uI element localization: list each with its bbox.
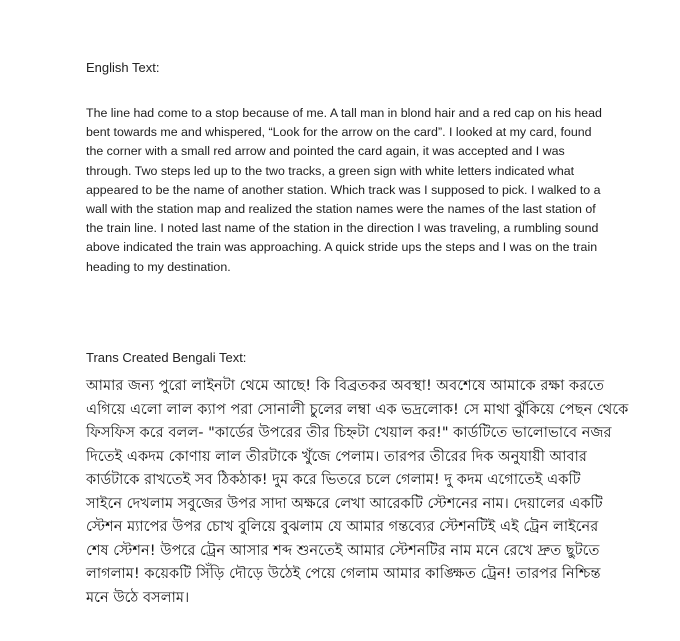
english-line: through. Two steps led up to the two tracks, a green sign with white letters indicated what [86,163,575,178]
english-line: appeared to be the name of another station. Which track was I supposed to pick. I walked to a [86,182,601,197]
english-line: wall with the station map and realized the station names were the names of the last station of [86,202,596,217]
bengali-line: এগিয়ে এলো লাল ক্যাপ পরা সোনালী চুলের লম্বা এক ভদ্রলোক! সে মাথা ঝুঁকিয়ে পেছন থেকে [86,400,629,418]
english-line: heading to my destination. [86,259,231,274]
bengali-line: আমার জন্য পুরো লাইনটা থেমে আছে! কি বিব্রতকর অবস্থা! অবশেষে আমাকে রক্ষা করতে [86,377,605,394]
bengali-line: কার্ডটাকে রাখতেই সব ঠিকঠাক! দুম করে ভিতরে চলে গেলাম! দু কদম এগোতেই একটি [86,471,581,488]
bengali-line: লাগলাম! কয়েকটি সিঁড়ি দৌড়ে উঠেই পেয়ে গেলাম আমার কাঙ্ক্ষিত ট্রেন! তারপর নিশ্চিন্ত [86,565,601,582]
bengali-line: সাইনে দেখলাম সবুজের উপর সাদা অক্ষরে লেখা আরেকটি স্টেশনের নাম। দেয়ালের একটি [86,494,603,512]
bengali-line: মনে উঠে বসলাম। [86,588,190,606]
bengali-line: দিতেই একদম কোণায় লাল তীরটাকে খুঁজে পেলাম। তারপর তীরের দিক অনুযায়ী আবার [86,447,587,465]
english-line: the corner with a small red arrow and pointed the card again, it was accepted and I was [86,144,565,159]
bengali-text-heading: Trans Created Bengali Text: [86,350,247,365]
english-paragraph [86,104,646,277]
bengali-line: স্টেশন ম্যাপের উপর চোখ বুলিয়ে বুঝলাম যে আমার গন্তব্যের স্টেশনটিই এই ট্রেন লাইনের [86,518,599,535]
english-line: bent towards me and whispered, “Look for the arrow on the card”. I looked at my card, found [86,125,592,140]
bengali-line: ফিসফিস করে বলল- "কার্ডের উপরের তীর চিহ্নটা খেয়াল কর!" কার্ডটিতে ভালোভাবে নজর [86,424,612,441]
english-line: above indicated the train was approaching. A quick stride ups the steps and I was on the train [86,240,598,255]
bengali-paragraph [86,374,656,609]
english-line: the train line. I noted last name of the station in the direction I was traveling, a rumbling sound [86,221,599,236]
english-text-heading: English Text: [86,60,160,75]
bengali-line: শেষ স্টেশন! উপরে ট্রেন আসার শব্দ শুনতেই আমার স্টেশনটির নাম মনে রেখে দ্রুত ছুটতে [86,541,600,559]
english-line: The line had come to a stop because of me. A tall man in blond hair and a red cap on his head [86,106,602,120]
